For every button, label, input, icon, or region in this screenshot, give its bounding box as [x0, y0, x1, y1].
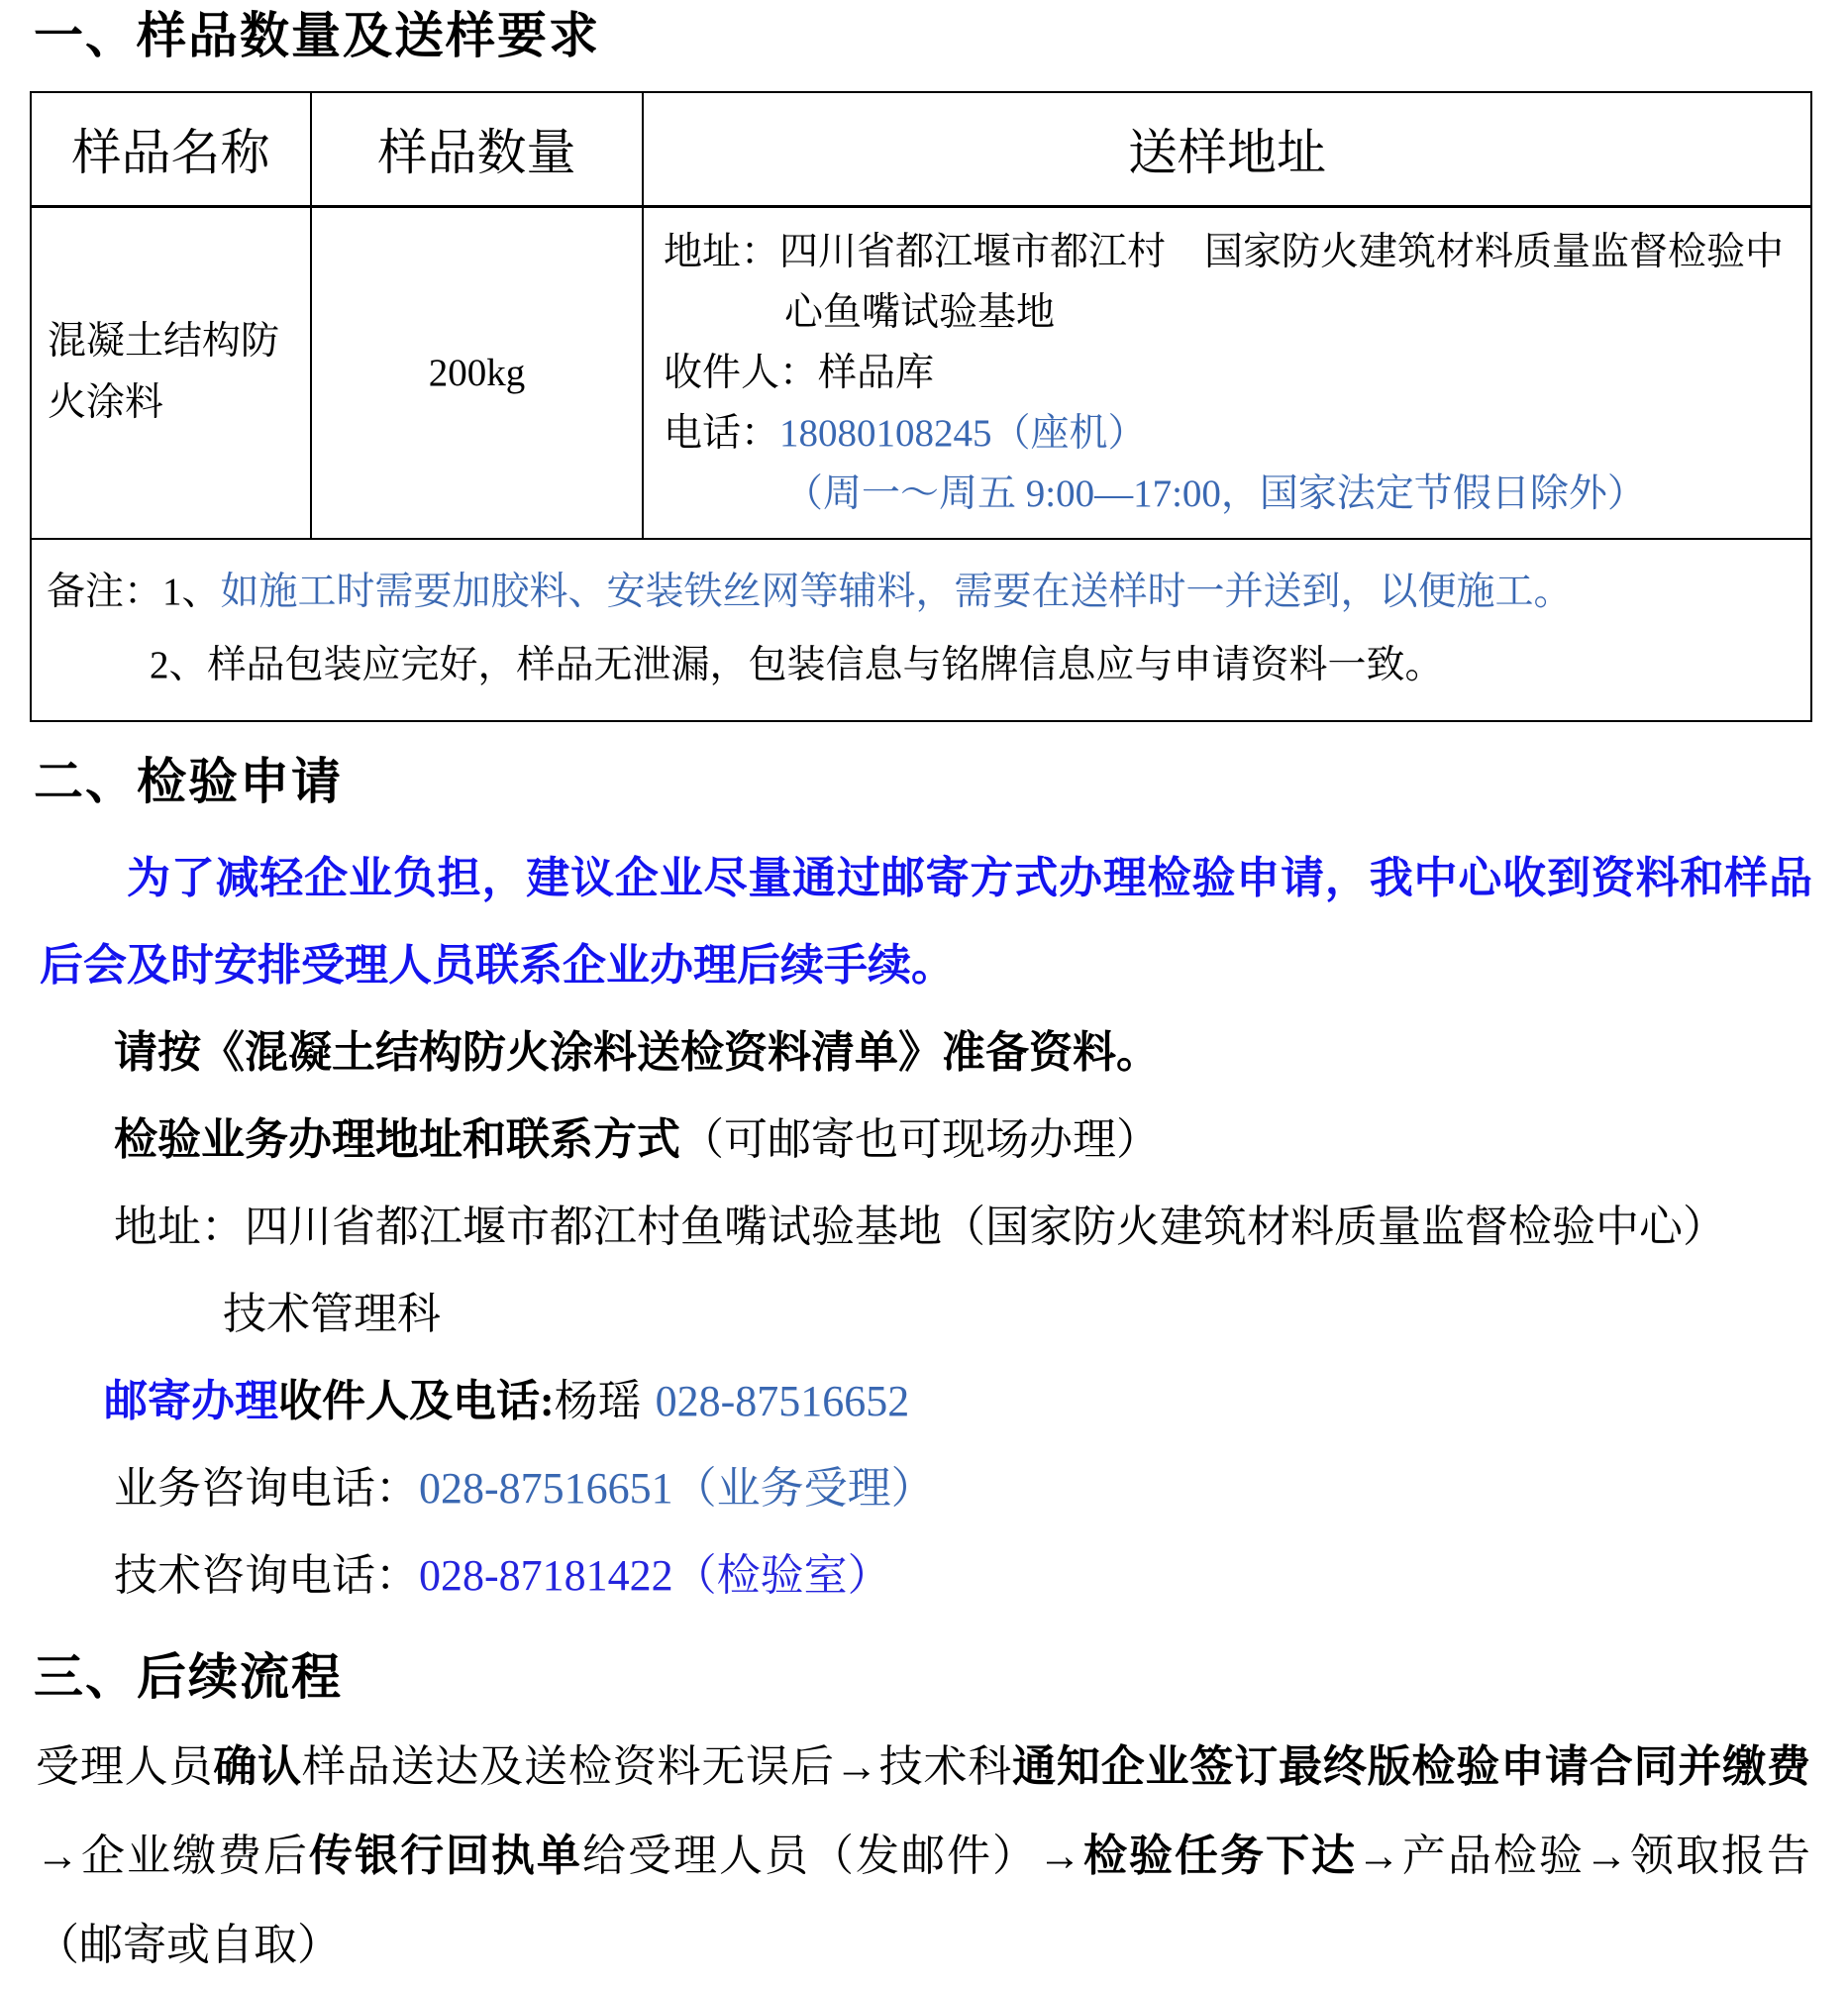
office-address-line: 地址：四川省都江堰市都江村鱼嘴试验基地（国家防火建筑材料质量监督检验中心） [114, 1202, 1726, 1251]
contact-heading-line [40, 1097, 1812, 1184]
business-phone-label: 业务咨询电话： [114, 1463, 419, 1513]
sample-quantity-cell: 200kg [311, 206, 643, 539]
col-header-sample-quantity: 样品数量 [311, 92, 643, 206]
notes-row [31, 539, 1811, 721]
flow-step-confirm: 确认 [213, 1741, 302, 1791]
mail-recipient-label: 收件人及电话: [278, 1376, 555, 1425]
flow-step-task-issued: 检验任务下达 [1081, 1831, 1357, 1880]
col-header-sample-name: 样品名称 [31, 92, 311, 206]
section2-heading: 二、检验申请 [34, 753, 343, 809]
process-flow-paragraph [36, 1723, 1810, 1990]
address-text: 四川省都江堰市都江村 国家防火建筑材料质量监督检验中心鱼嘴试验基地 [779, 230, 1785, 334]
table-header-row [31, 92, 1811, 206]
mail-method-label: 邮寄办理 [104, 1376, 278, 1425]
address-line [664, 222, 1800, 343]
phone-hours: （周一～周五 9:00—17:00，国家法定节假日除外） [784, 471, 1646, 515]
intro-paragraph: 为了减轻企业负担，建议企业尽量通过邮寄方式办理检验申请，我中心收到资料和样品后会及时安排受理人员联系企业办理后续手续。 [40, 853, 1812, 990]
note-label: 备注：1、 [47, 570, 221, 613]
col-header-delivery-address: 送样地址 [643, 92, 1811, 206]
section1-heading: 一、样品数量及送样要求 [34, 8, 600, 63]
technical-phone-line [40, 1532, 1812, 1620]
phone-number: 18080108245（座机） [779, 411, 1147, 455]
note-1 [47, 556, 1797, 629]
delivery-address-cell [643, 206, 1811, 539]
section3-heading: 三、后续流程 [34, 1648, 343, 1705]
flow-step-after-payment: →企业缴费后 [36, 1831, 309, 1880]
flow-step-inspection-report: →产品检验→领取报告（邮寄或自取） [36, 1831, 1810, 1969]
department-line: 技术管理科 [223, 1289, 441, 1338]
mail-phone-number: 028-87516652 [655, 1376, 910, 1425]
technical-phone-number: 028-87181422（检验室） [419, 1550, 891, 1600]
mail-contact-line [40, 1358, 1812, 1445]
flow-step-bank-receipt: 传银行回执单 [309, 1831, 582, 1880]
recipient-line: 收件人：样品库 [664, 351, 935, 394]
technical-phone-label: 技术咨询电话： [114, 1550, 419, 1600]
address-label: 地址： [664, 230, 780, 273]
flow-step-notify-contract: 通知企业签订最终版检验申请合同并缴费 [1012, 1741, 1811, 1791]
flow-step-accept: 受理人员 [36, 1741, 214, 1791]
prepare-materials-line: 请按《混凝土结构防火涂料送检资料清单》准备资料。 [114, 1027, 1160, 1077]
sample-requirements-table [30, 91, 1812, 722]
contact-heading-note: （可邮寄也可现场办理） [680, 1114, 1160, 1164]
contact-heading-bold: 检验业务办理地址和联系方式 [114, 1114, 680, 1164]
phone-label: 电话： [664, 411, 780, 455]
flow-step-to-staff: 给受理人员（发邮件）→ [582, 1831, 1081, 1880]
mail-recipient-name: 杨瑶 [554, 1376, 642, 1425]
business-phone-line [40, 1445, 1812, 1532]
note-2: 2、样品包装应完好，样品无泄漏，包装信息与铭牌信息应与申请资料一致。 [150, 643, 1444, 686]
business-phone-number: 028-87516651（业务受理） [419, 1463, 935, 1513]
note-1-text: 如施工时需要加胶料、安装铁丝网等辅料，需要在送样时一并送到，以便施工。 [220, 570, 1573, 613]
notes-cell [31, 539, 1811, 721]
sample-name-cell: 混凝土结构防火涂料 [31, 206, 311, 539]
flow-step-materials: 样品送达及送检资料无误后→技术科 [301, 1741, 1013, 1791]
sample-data-row [31, 206, 1811, 539]
phone-line [664, 403, 1800, 464]
